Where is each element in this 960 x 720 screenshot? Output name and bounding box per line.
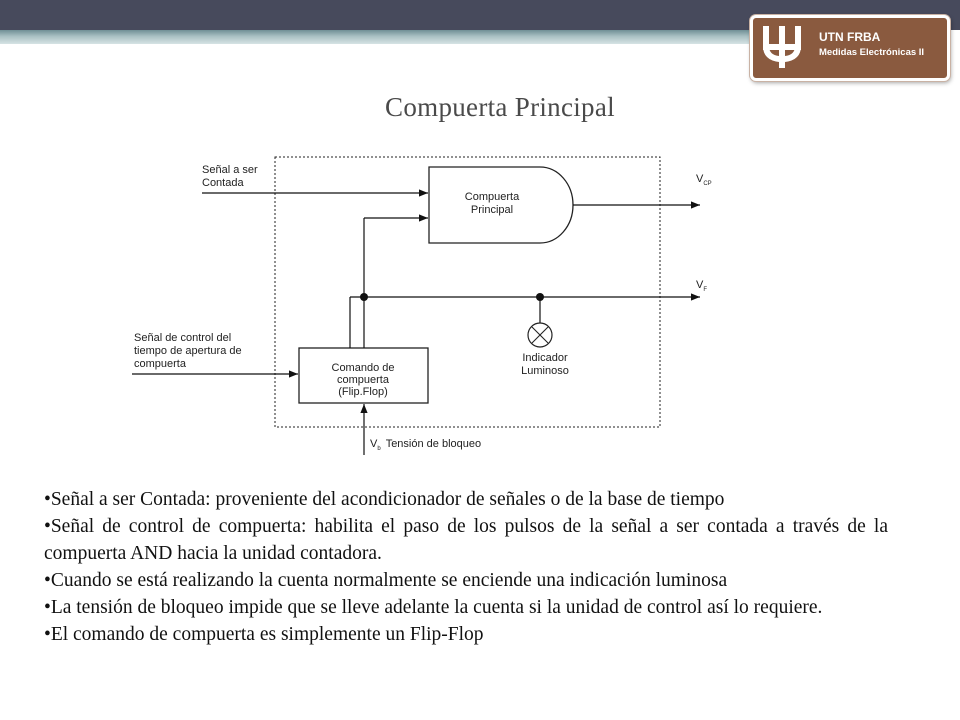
control-label-line1: Señal de control del [134,332,232,344]
bullet-item: •Cuando se está realizando la cuenta normalmente se enciende una indicación luminosa [44,570,728,591]
vf-sub: F [703,287,708,293]
logo-title: UTN FRBA [819,30,881,44]
bullet-item: •El comando de compuerta es simplemente un Flip-Flop [44,624,484,645]
gate-label-line2: Principal [470,204,514,216]
vcp-main: V [696,173,704,185]
control-label-line2: tiempo de apertura de [134,345,242,357]
gate-label-line1: Compuerta [464,191,520,203]
indicator-label-line2: Luminoso [521,365,569,377]
vcp-label [696,173,712,187]
command-label-line3: (Flip.Flop) [338,386,388,398]
vcp-sub: CP [703,181,712,187]
vb-main: V [370,438,378,450]
vf-main: V [696,279,704,291]
vb-label [370,438,481,452]
indicator-label-line1: Indicador [522,352,568,364]
command-label-line1: Comando de [331,362,395,374]
slide-title: Compuerta Principal [385,92,615,122]
command-label-line2: compuerta [337,374,389,386]
bullet-item: •Señal a ser Contada: proveniente del acondicionador de señales o de la base de tiempo [44,489,725,510]
input-label-line2: Contada [202,177,244,189]
logo-subtitle: Medidas Electrónicas II [819,47,925,58]
bullet-item: •La tensión de bloqueo impide que se lleve adelante la cuenta si la unidad de control así lo requiere. [44,597,823,618]
vf-label [696,279,707,293]
junction-dot-left [360,293,368,301]
vb-sub: b [377,446,381,452]
control-label-line3: compuerta [134,358,186,370]
bullet-list [44,486,888,648]
indicator-lamp-icon [528,323,552,347]
input-label-line1: Señal a ser [202,164,258,176]
vb-text: Tensión de bloqueo [385,438,482,450]
bullet-item: •Señal de control de compuerta: habilita el paso de los pulsos de la señal a ser contada a través de la compuerta AND hacia la unidad contadora. [44,516,888,564]
